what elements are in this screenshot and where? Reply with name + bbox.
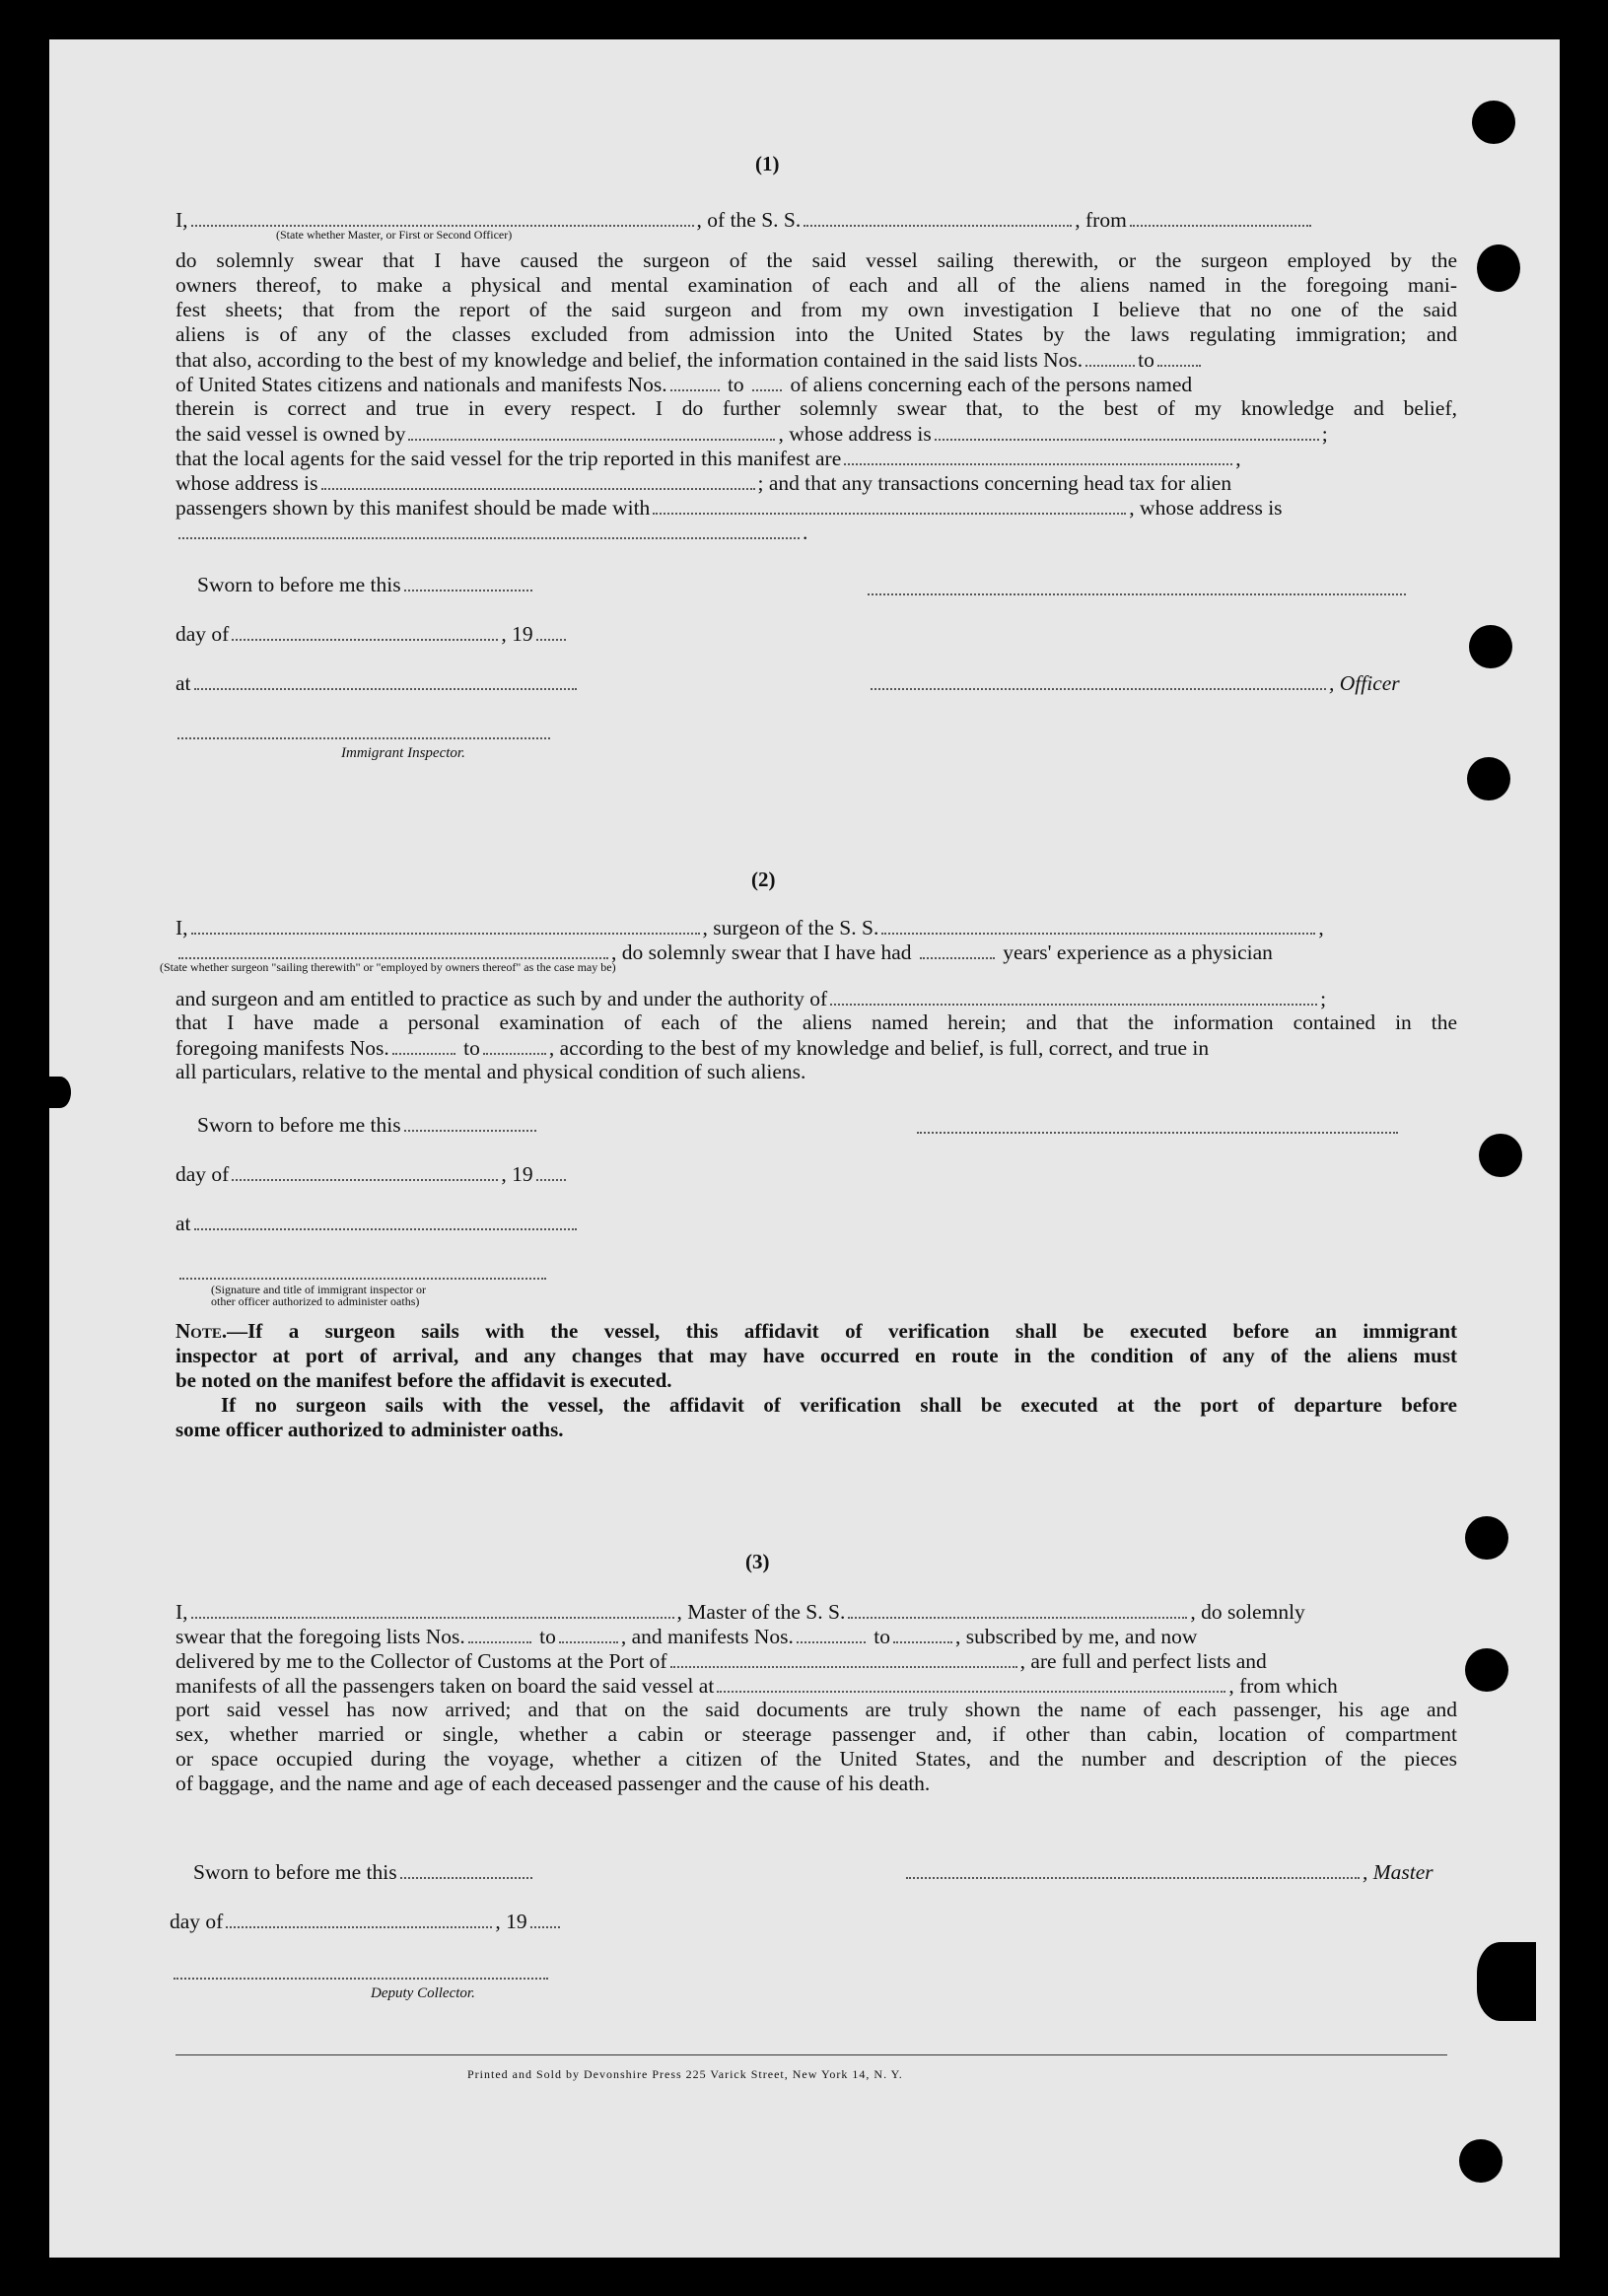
sec3-vessel-blank[interactable]: [848, 1599, 1187, 1619]
document-page: (1) I, , of the S. S. , from (State whether Master, or First or Second Officer) do solemnly swear that I have caused the surgeon of the said vessel sailing therewith, or the surgeon employed by the owners thereof, to make a physical and mental examination of each and all of the aliens named in the foregoing mani- fest sheets; that from the report of the said surgeon and from my own investigation I believe that no one of the said aliens is of any of the classes excluded from admission into the United States by the laws regulating immigration; and that also, according to the best of my knowledge and belief, the information contained in the said lists Nos. to of United States citizens and nationals and manifests Nos. to of aliens concerning each of the persons named therein is correct and true in every respect. I do further solemnly swear that, to the best of my knowledge and belief, the said vessel is owned by , whose address is ; that the local agents for the said vessel for the trip reported in this manifest are , whose address is ; and that any transactions concerning head tax for alien passengers shown by this manifest should be made with , whose address is . Sworn to before me this day of , 19 at , Officer Immigrant Inspector. (2) I, , surgeon of the S. S. , , do solemnly swear that I have had years' experience as a physician (State whether surgeon "sailing therewith" or "employed by owners thereof" as the case may be) and surgeon and am entitled to practice as such by and under the authority of ; that I have made a personal examination of each of the aliens named herein; and that the information contained in the foregoing manifests Nos. to , according to the best of my knowledge and belief, is full, correct, and true in all particulars, relative to the mental and physical condition of such aliens. Sworn to before me this day of , 19 at (Signature and title of immigrant inspector or other officer authorized to administer oaths) Note.—If a surgeon sails with the vessel, this affidavit of verification shall be executed before an immigrant inspector at port of arrival, and any changes that may have occurred en route in the condition of any of the aliens must be noted on the manifest before the affidavit is executed. If no surgeon sails with the vessel, the affidavit of verification shall be executed at the port of departure before some officer authorized to administer oaths. (3) I, , Master of the S. S. , do solemnly swear that the foregoing lists Nos. to , and manifests Nos. to , subscribed by me, and now delivered by me to the Collector of Customs at the Port of , are full and perfect lists and manifests of all the passengers taken on board the said vessel at , from which port said vessel has now arrived; and that on the said documents are truly shown the name of each passenger, his age and sex, whether married or single, whether a cabin or steerage passenger and, if other than cabin, location of compartment or space occupied during the voyage, whether a citizen of the United States, and the number and description of the pieces of baggage, and the name and age of each deceased passenger and the cause of his death. Sworn to before me this , Master day of , 19 Deputy Collector. Printed and Sold by Devonshire Press 225 Varick Street, New York 14, N. Y.: [49, 39, 1560, 2258]
day-of-blank[interactable]: [232, 621, 498, 641]
punch-hole: [1477, 1942, 1536, 2021]
manifests-to-blank[interactable]: [752, 372, 782, 391]
year-blank[interactable]: [536, 621, 566, 641]
punch-hole: [1479, 1134, 1522, 1177]
printer-imprint: Printed and Sold by Devonshire Press 225 Varick Street, New York 14, N. Y.: [467, 2067, 903, 2081]
sworn-line-1: Sworn to before me this: [197, 572, 535, 597]
punch-hole: [1467, 757, 1510, 800]
sec2-caption-2: other officer authorized to administer oaths): [211, 1294, 420, 1308]
officer-signature-blank[interactable]: [871, 670, 1326, 690]
sec3-lists-to-blank[interactable]: [559, 1624, 618, 1643]
ink-blot: [49, 1077, 71, 1108]
vessel-name-blank[interactable]: [804, 207, 1072, 227]
sec3-master-signature-blank[interactable]: [906, 1859, 1360, 1879]
sec3-master-name-blank[interactable]: [191, 1599, 674, 1619]
sec2-sworn-day-blank[interactable]: [404, 1112, 536, 1132]
lists-to-blank[interactable]: [1157, 347, 1201, 367]
sec3-departure-port-blank[interactable]: [717, 1673, 1225, 1693]
sec2-day-of-blank[interactable]: [232, 1161, 498, 1181]
authority-blank[interactable]: [830, 986, 1317, 1006]
surgeon-vessel-blank[interactable]: [881, 915, 1315, 935]
punch-hole: [1465, 1516, 1508, 1560]
officer-caption: (State whether Master, or First or Second Officer): [276, 228, 513, 242]
agents-blank[interactable]: [844, 446, 1232, 465]
owner-address-blank[interactable]: [935, 421, 1319, 441]
agents-address-blank[interactable]: [321, 470, 755, 490]
surgeon-name-blank[interactable]: [191, 915, 700, 935]
section-1-number: (1): [755, 152, 780, 175]
manifests-from-blank[interactable]: [670, 372, 720, 391]
owner-blank[interactable]: [408, 421, 775, 441]
punch-hole: [1459, 2139, 1503, 2183]
collector-caption: Deputy Collector.: [371, 1985, 475, 2001]
punch-hole: [1465, 1648, 1508, 1692]
from-port-blank[interactable]: [1130, 207, 1311, 227]
master-signature-line[interactable]: [868, 591, 1406, 595]
years-blank[interactable]: [920, 939, 995, 959]
note-line-1: Note.—If a surgeon sails with the vessel, this affidavit of verification shall be executed before an immigrant: [175, 1319, 1457, 1343]
punch-hole: [1472, 101, 1515, 144]
sec2-caption-1: (Signature and title of immigrant inspector or: [211, 1283, 426, 1296]
sec3-manifests-from-blank[interactable]: [797, 1624, 866, 1643]
surgeon-type-blank[interactable]: [178, 939, 608, 959]
sworn-day-blank[interactable]: [404, 572, 532, 591]
section-3-number: (3): [745, 1550, 770, 1573]
sec3-port-blank[interactable]: [670, 1648, 1017, 1668]
sec2-manifests-from-blank[interactable]: [392, 1035, 455, 1055]
head-tax-blank[interactable]: [653, 495, 1126, 515]
inspector-caption: Immigrant Inspector.: [341, 745, 465, 761]
sec3-sworn-day-blank[interactable]: [400, 1859, 532, 1879]
sec2-at-blank[interactable]: [194, 1211, 577, 1230]
section-2-number: (2): [751, 868, 776, 891]
section-1-body: do solemnly swear that I have caused the surgeon of the said vessel sailing therewith, or the surgeon employed by the: [175, 248, 1457, 272]
sec3-lists-from-blank[interactable]: [468, 1624, 531, 1643]
footer-rule: [175, 2054, 1447, 2055]
sec2-year-blank[interactable]: [536, 1161, 566, 1181]
sec3-manifests-to-blank[interactable]: [893, 1624, 952, 1643]
master-name-blank[interactable]: [191, 207, 694, 227]
sec2-manifests-to-blank[interactable]: [483, 1035, 546, 1055]
punch-hole: [1477, 244, 1520, 292]
section-1-line-1: I, , of the S. S. , from: [175, 207, 1314, 233]
surgeon-caption: (State whether surgeon "sailing therewith" or "employed by owners thereof" as the case may be): [160, 960, 616, 974]
head-tax-address-blank[interactable]: [178, 520, 800, 539]
punch-hole: [1469, 625, 1512, 668]
surgeon-signature-line[interactable]: [917, 1130, 1398, 1134]
sec3-day-of-blank[interactable]: [226, 1909, 492, 1928]
collector-signature-line[interactable]: [174, 1976, 548, 1980]
at-blank[interactable]: [194, 670, 577, 690]
lists-from-blank[interactable]: [1085, 347, 1135, 367]
inspector-signature-line[interactable]: [177, 735, 550, 739]
sec2-inspector-signature-line[interactable]: [179, 1276, 546, 1280]
sec3-year-blank[interactable]: [530, 1909, 560, 1928]
